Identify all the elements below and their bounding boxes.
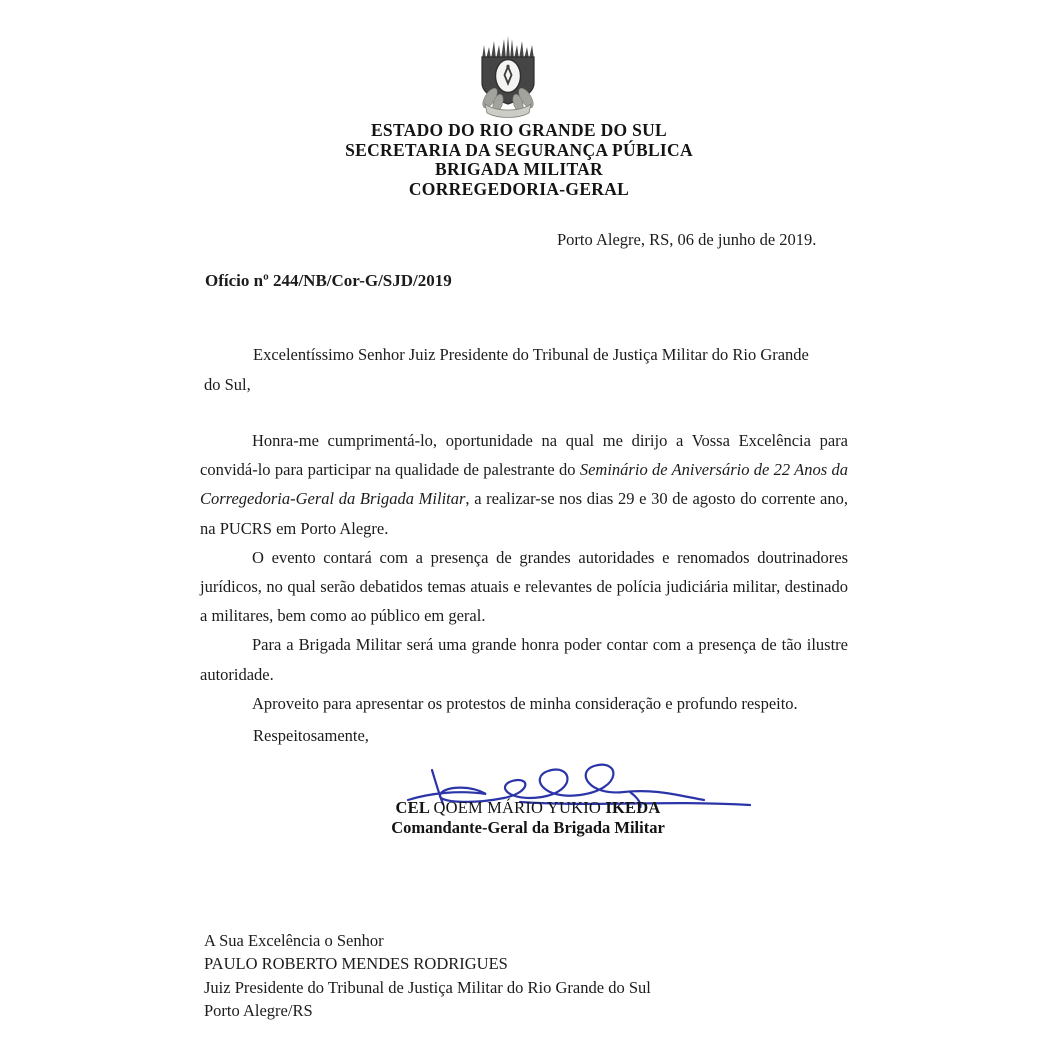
paragraph-3: Para a Brigada Militar será uma grande honra poder contar com a presença de tão ilustre autoridade. xyxy=(200,635,848,684)
letterhead xyxy=(0,121,1038,199)
recipient-honorific: A Sua Excelência o Senhor xyxy=(204,931,384,950)
recipient-city: Porto Alegre/RS xyxy=(204,1000,313,1020)
closing-salutation: Respeitosamente, xyxy=(253,726,369,745)
reference-number: Ofício nº 244/NB/Cor-G/SJD/2019 xyxy=(205,271,452,290)
paragraph-1 xyxy=(200,426,848,543)
coat-of-arms-icon xyxy=(458,36,558,122)
recipient-block xyxy=(204,929,651,1022)
org-line-secretariat: SECRETARIA DA SEGURANÇA PÚBLICA xyxy=(345,139,693,160)
paragraph-4: Aproveito para apresentar os protestos de minha consideração e profundo respeito. xyxy=(252,693,798,713)
org-line-corregedoria: CORREGEDORIA-GERAL xyxy=(408,178,630,199)
signatory-name xyxy=(363,798,693,818)
recipient-title: Juiz Presidente do Tribunal de Justiça Militar do Rio Grande do Sul xyxy=(204,977,651,997)
paragraph-1-lead: Honra-me cumprimentá-lo, oportunidade na qual me dirijo a Vossa Excelência para convidá-lo para participar na qualidade de palestrante do xyxy=(200,431,848,480)
letter-body xyxy=(200,426,848,718)
recipient-name: PAULO ROBERTO MENDES RODRIGUES xyxy=(204,954,508,974)
dateline: Porto Alegre, RS, 06 de junho de 2019. xyxy=(557,230,817,249)
signatory-role: Comandante-Geral da Brigada Militar xyxy=(391,818,665,837)
signatory-surname: IKEDA xyxy=(605,798,661,817)
signatory-given-names: QOEM MÁRIO YUKIO xyxy=(433,798,606,817)
org-line-state: ESTADO DO RIO GRANDE DO SUL xyxy=(370,120,668,140)
salutation: Excelentíssimo Senhor Juiz Presidente do Tribunal de Justiça Militar do Rio Grande do Sul, xyxy=(204,345,809,394)
org-line-brigade: BRIGADA MILITAR xyxy=(434,159,603,179)
paragraph-1-tail: , a realizar-se nos dias 29 e 30 de agosto do corrente ano, na PUCRS em Porto Alegre. xyxy=(200,489,848,538)
paragraph-2: O evento contará com a presença de grandes autoridades e renomados doutrinadores jurídicos, no qual serão debatidos temas atuais e relevantes de polícia judiciária militar, destinado a militares, bem como ao público em geral. xyxy=(200,547,848,626)
signatory-rank: CEL xyxy=(395,798,434,817)
seminar-title: Seminário de Aniversário de 22 Anos da Corregedoria-Geral da Brigada Militar xyxy=(200,460,848,509)
